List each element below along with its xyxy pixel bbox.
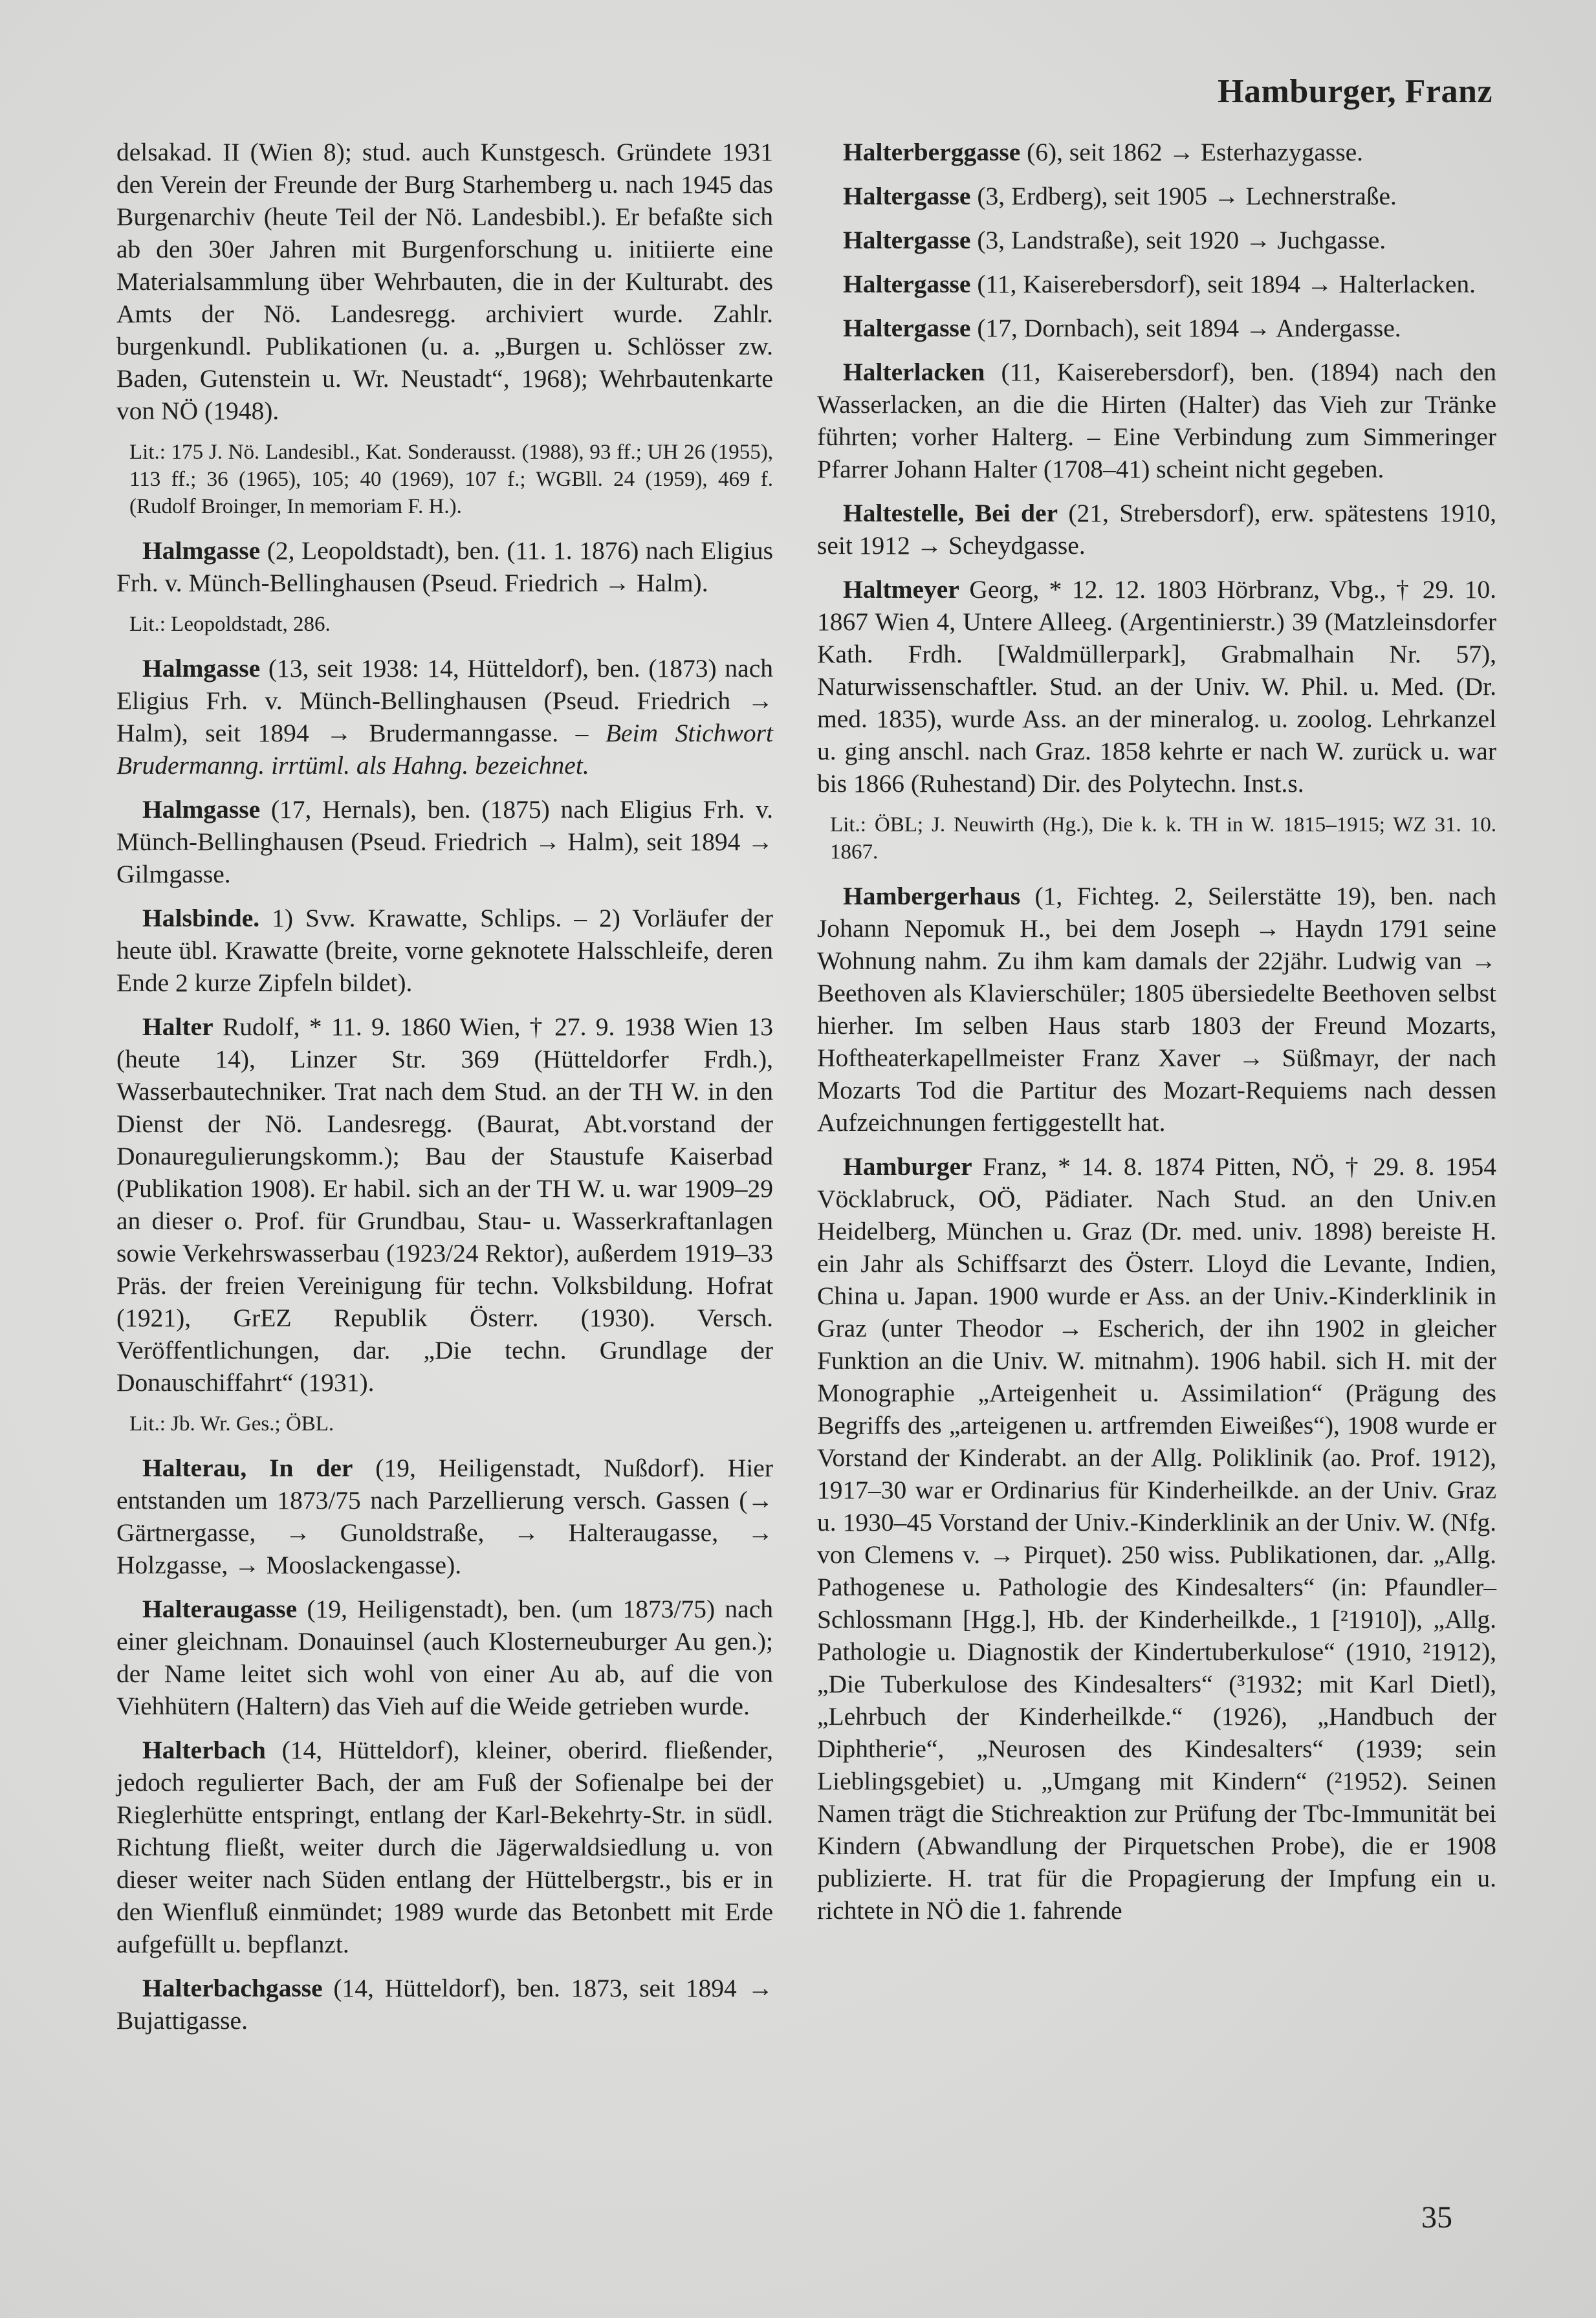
entry-headword: Haltergasse xyxy=(843,270,971,298)
entry-headword: Halterlacken xyxy=(843,358,985,386)
entry-body: (14, Hütteldorf), kleiner, oberird. fließender, jedoch regulierter Bach, der am Fuß der Sofienalpe bei der Rieglerhütte entspringt, entlang der Karl-Bekehrty-Str. in südl. Richtung fließt, weiter durch die Jägerwaldsiedlung u. von dieser weiter nach Süden entlang der Hüttelbergstr., bis er in den Wienfluß einmündet; 1989 wurde das Betonbett mit Erde aufgefüllt u. bepflanzt. xyxy=(116,1736,773,1958)
lexicon-entry xyxy=(817,573,1496,800)
entry-body: (14, Hütteldorf), ben. 1873, seit 1894 → Bujattigasse. xyxy=(116,1974,773,2035)
entry-headword: Halterbachgasse xyxy=(142,1974,323,2002)
entry-italic-note: Beim Stichwort Brudermanng. irrtüml. als Hahng. bezeichnet. xyxy=(116,719,773,780)
entry-headword: Hambergerhaus xyxy=(843,882,1021,910)
lexicon-entry xyxy=(817,312,1496,344)
entry-headword: Halmgasse xyxy=(142,536,261,565)
lexicon-entry xyxy=(817,268,1496,300)
lexicon-entry xyxy=(817,356,1496,485)
lexicon-entry xyxy=(116,1972,773,2037)
entry-headword: Halterbach xyxy=(142,1736,266,1764)
entry-body: (21, Strebersdorf), erw. spätestens 1910, seit 1912 → Scheydgasse. xyxy=(817,499,1496,560)
entry-body: Franz, * 14. 8. 1874 Pitten, NÖ, † 29. 8. 1954 Vöcklabruck, OÖ, Pädiater. Nach Stud. an den Univ.en Heidelberg, München u. Graz (Dr. med. univ. 1898) bereiste H. ein Jahr als Schiffsarzt des Österr. Lloyd die Levante, Indien, China u. Japan. 1900 wurde er Ass. an der Univ.-Kinderklinik in Graz (unter Theodor → Escherich, der ihn 1902 in gleicher Funktion an die Univ. W. mitnahm). 1906 habil. sich H. mit der Monographie „Arteigenheit u. Assimilation“ (Prägung des Begriffs des „arteigenen u. artfremden Eiweißes“), 1908 wurde er Vorstand der Kinderabt. an der Allg. Poliklinik (ao. Prof. 1912), 1917–30 war er Ordinarius für Kinderheilkde. an der Univ. Graz u. 1930–45 Vorstand der Univ.-Kinderklinik an der Univ. W. (Nfg. von Clemens v. → Pirquet). 250 wiss. Publikationen, dar. „Allg. Pathogenese u. Pathologie des Kindesalters“ (in: Pfaundler–Schlossmann [Hgg.], Hb. der Kinderheilkde., 1 [²1910]), „Allg. Pathologie u. Diagnostik der Kindertuberkulose“ (1910, ²1912), „Die Tuberkulose des Kindesalters“ (³1932; mit Karl Dietl), „Lehrbuch der Kinderheilkde.“ (1926), „Handbuch der Diphtherie“, „Neurosen des Kindesalters“ (1939; sein Lieblingsgebiet) u. „Umgang mit Kindern“ (²1952). Seinen Namen trägt die Stichreaktion zur Prüfung der Tbc-Immunität bei Kindern (Abwandlung der Pirquetschen Probe), die er 1908 publizierte. H. trat für die Propagierung der Impfung ein u. richtete in NÖ die 1. fahrende xyxy=(817,1152,1496,1925)
entry-body: (19, Heiligenstadt, Nußdorf). Hier entstanden um 1873/75 nach Parzellierung versch. Gassen (→ Gärtnergasse, → Gunoldstraße, → Halteraugasse, → Holzgasse, → Mooslackengasse). xyxy=(116,1454,773,1579)
entry-body: (19, Heiligenstadt), ben. (um 1873/75) nach einer gleichnam. Donauinsel (auch Klosterneuburger Au gen.); der Name leitet sich wohl von einer Au ab, auf die von Viehhütern (Haltern) das Vieh auf die Weide getrieben wurde. xyxy=(116,1595,773,1720)
running-head: Hamburger, Franz xyxy=(1218,73,1492,110)
entry-headword: Halter xyxy=(142,1012,213,1041)
entry-headword: Haltergasse xyxy=(843,314,971,342)
lexicon-entry xyxy=(116,1593,773,1722)
entry-body: (17, Dornbach), seit 1894 → Andergasse. xyxy=(970,314,1401,342)
entry-body: Georg, * 12. 12. 1803 Hörbranz, Vbg., † 29. 10. 1867 Wien 4, Untere Alleeg. (Argentinierstr.) 39 (Matzleinsdorfer Kath. Frdh. [Waldmüllerpark], Grabmalhain Nr. 57), Naturwissenschaftler. Stud. an der Univ. W. Phil. u. Med. (Dr. med. 1835), wurde Ass. an der mineralog. u. zoolog. Lehrkanzel u. ging anschl. nach Graz. 1858 kehrte er nach W. zurück u. war bis 1866 (Ruhestand) Dir. des Polytechn. Inst.s. xyxy=(817,575,1496,798)
entry-body: (13, seit 1938: 14, Hütteldorf), ben. (1873) nach Eligius Frh. v. Münch-Bellinghausen (Pseud. Friedrich → Halm), seit 1894 → Brudermanngasse. – xyxy=(116,654,773,747)
entry-headword: Haltmeyer xyxy=(843,575,959,604)
lexicon-entry xyxy=(817,880,1496,1139)
literature-reference: Lit.: Jb. Wr. Ges.; ÖBL. xyxy=(129,1412,334,1436)
lexicon-entry xyxy=(116,793,773,890)
entry-headword: Halterberggasse xyxy=(843,138,1021,166)
entry-body: (6), seit 1862 → Esterhazygasse. xyxy=(1020,138,1364,166)
entry-headword: Halmgasse xyxy=(142,795,261,824)
lexicon-entry xyxy=(116,534,773,599)
entry-body: Rudolf, * 11. 9. 1860 Wien, † 27. 9. 1938 Wien 13 (heute 14), Linzer Str. 369 (Hütteldorfer Frdh.), Wasserbautechniker. Trat nach dem Stud. an der TH W. in den Dienst der Nö. Landesregg. (Baurat, Abt.vorstand der Donauregulierungskomm.); Bau der Staustufe Kaiserbad (Publikation 1908). Er habil. sich an der TH W. u. war 1909–29 an dieser o. Prof. für Grundbau, Stau- u. Wasserkraftanlagen sowie Verkehrswasserbau (1923/24 Rektor), außerdem 1919–33 Präs. der freien Vereinigung für techn. Volksbildung. Hofrat (1921), GrEZ Republik Österr. (1930). Versch. Veröffentlichungen, dar. „Die techn. Grundlage der Donauschiffahrt“ (1931). xyxy=(116,1012,773,1397)
entry-headword: Halsbinde. xyxy=(142,904,260,932)
entry-headword: Halteraugasse xyxy=(142,1595,298,1623)
lexicon-entry xyxy=(116,1452,773,1581)
entry-body: (11, Kaiserebersdorf), seit 1894 → Halterlacken. xyxy=(970,270,1476,298)
entry-body: delsakad. II (Wien 8); stud. auch Kunstgesch. Gründete 1931 den Verein der Freunde der Burg Starhemberg u. nach 1945 das Burgenarchiv (heute Teil der Nö. Landesbibl.). Er befaßte sich ab den 30er Jahren mit Burgenforschung u. initiierte eine Materialsammlung über Wehrbauten, die in der Kulturabt. des Amts der Nö. Landesregg. archiviert wurde. Zahlr. burgenkundl. Publikationen (u. a. „Burgen u. Schlösser zw. Baden, Gutenstein u. Wr. Neustadt“, 1968); Wehrbautenkarte von NÖ (1948). xyxy=(116,138,773,425)
literature-reference: Lit.: 175 J. Nö. Landesibl., Kat. Sonderausst. (1988), 93 ff.; UH 26 (1955), 113 ff.; 36 (1965), 105; 40 (1969), 107 f.; WGBll. 24 (1959), 469 f. (Rudolf Broinger, In memoriam F. H.). xyxy=(129,441,773,518)
left-column xyxy=(116,136,773,2048)
lexicon-entry xyxy=(817,136,1496,168)
literature-reference: Lit.: ÖBL; J. Neuwirth (Hg.), Die k. k. TH in W. 1815–1915; WZ 31. 10. 1867. xyxy=(830,813,1496,864)
lexicon-entry xyxy=(817,224,1496,256)
lexicon-entry xyxy=(817,1150,1496,1927)
entry-headword: Haltergasse xyxy=(843,226,971,254)
lexicon-entry xyxy=(116,1734,773,1960)
lexicon-entry xyxy=(116,1011,773,1399)
lexicon-entry xyxy=(817,180,1496,212)
entry-body: (3, Landstraße), seit 1920 → Juchgasse. xyxy=(970,226,1386,254)
right-column xyxy=(817,136,1496,1938)
page-number: 35 xyxy=(1421,2200,1452,2235)
lexicon-entry xyxy=(817,497,1496,562)
entry-body: (2, Leopoldstadt), ben. (11. 1. 1876) nach Eligius Frh. v. Münch-Bellinghausen (Pseud. Friedrich → Halm). xyxy=(116,536,773,597)
literature-reference: Lit.: Leopoldstadt, 286. xyxy=(129,613,331,636)
entry-headword: Haltestelle, Bei der xyxy=(843,499,1058,527)
entry-headword: Halmgasse xyxy=(142,654,261,683)
entry-body: (11, Kaiserebersdorf), ben. (1894) nach den Wasserlacken, an die die Hirten (Halter) das Vieh zur Tränke führten; vorher Halterg. – Eine Verbindung zum Simmeringer Pfarrer Johann Halter (1708–41) scheint nicht gegeben. xyxy=(817,358,1496,483)
entry-headword: Hamburger xyxy=(843,1152,972,1181)
entry-headword: Haltergasse xyxy=(843,182,971,210)
lexicon-entry xyxy=(116,652,773,782)
lexicon-entry xyxy=(116,136,773,427)
entry-body: (3, Erdberg), seit 1905 → Lechnerstraße. xyxy=(970,182,1397,210)
entry-body: 1) Svw. Krawatte, Schlips. – 2) Vorläufer der heute übl. Krawatte (breite, vorne geknotete Halsschleife, deren Ende 2 kurze Zipfeln bildet). xyxy=(116,904,773,997)
entry-body: (1, Fichteg. 2, Seilerstätte 19), ben. nach Johann Nepomuk H., bei dem Joseph → Haydn 1791 seine Wohnung nahm. Zu ihm kam damals der 22jähr. Ludwig van → Beethoven als Klavierschüler; 1805 übersiedelte Beethoven selbst hierher. Im selben Haus starb 1803 der Freund Mozarts, Hoftheaterkapellmeister Franz Xaver → Süßmayr, der nach Mozarts Tod die Partitur des Mozart-Requiems nach dessen Aufzeichnungen fertiggestellt hat. xyxy=(817,882,1496,1137)
entry-body: (17, Hernals), ben. (1875) nach Eligius Frh. v. Münch-Bellinghausen (Pseud. Friedrich → Halm), seit 1894 → Gilmgasse. xyxy=(116,795,773,888)
lexicon-entry xyxy=(116,902,773,999)
entry-headword: Halterau, In der xyxy=(142,1454,353,1482)
